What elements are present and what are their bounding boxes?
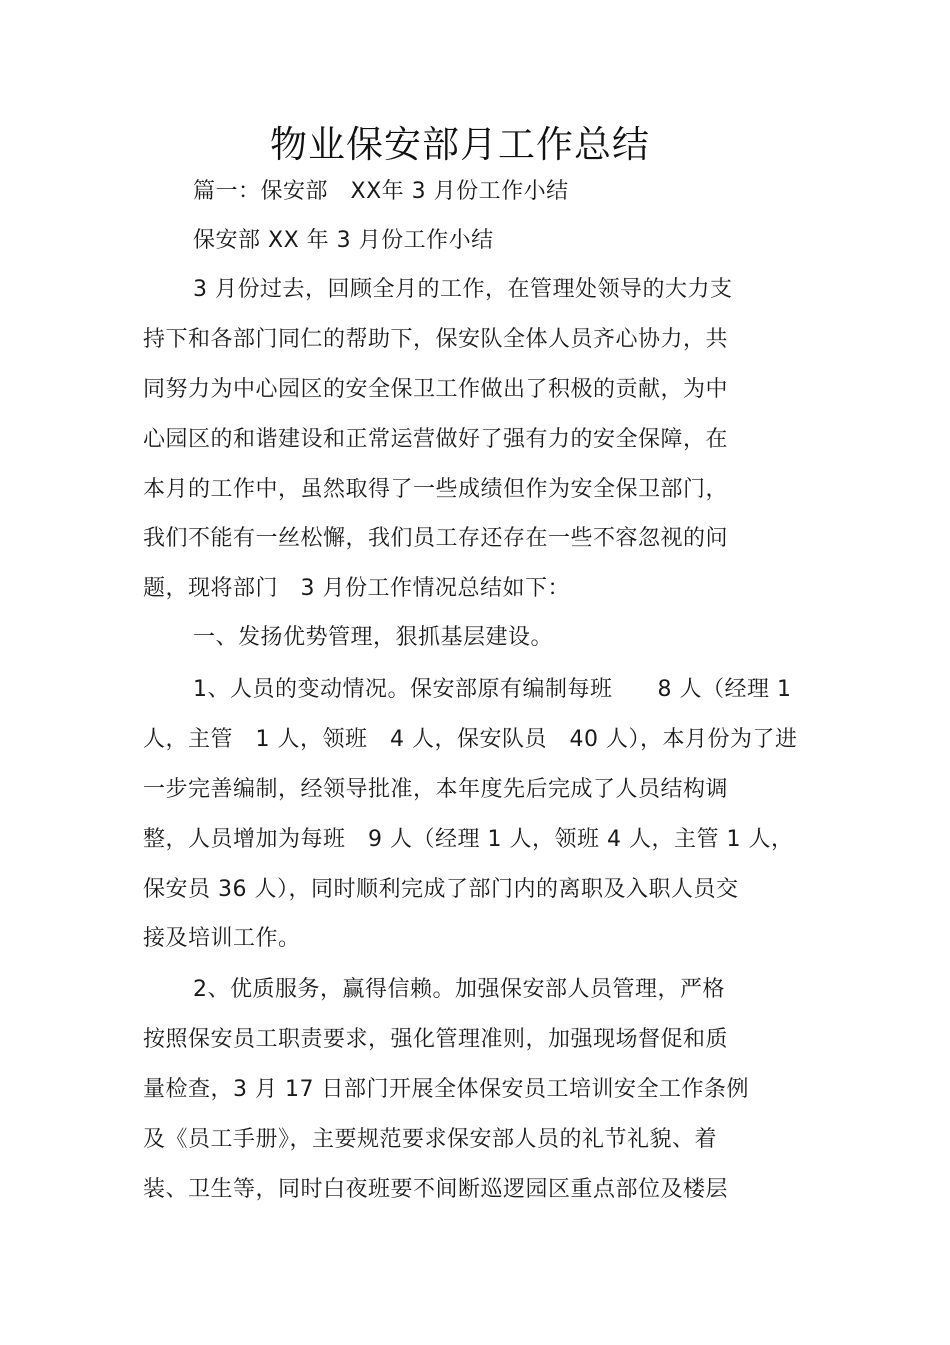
paragraph-line: 同努力为中心园区的安全保卫工作做出了积极的贡献，为中 [143, 377, 729, 402]
paragraph-line: 我们不能有一丝松懈，我们员工存还存在一些不容忽视的问 [143, 526, 729, 551]
paragraph-line: 题，现将部门 3 月份工作情况总结如下： [143, 576, 570, 601]
paragraph-line: 整，人员增加为每班 9 人（经理 1 人，领班 4 人，主管 1 人， [143, 827, 794, 852]
paragraph-line: 按照保安员工职责要求，强化管理准则，加强现场督促和质 [143, 1027, 729, 1052]
paragraph-line: 2、优质服务，赢得信赖。加强保安部人员管理，严格 [193, 977, 725, 1002]
paragraph-line: 保安员 36 人），同时顺利完成了部门内的离职及入职人员交 [143, 877, 739, 902]
paragraph-line: 及《员工手册》，主要规范要求保安部人员的礼节礼貌、着 [143, 1127, 718, 1152]
paragraph-line: 心园区的和谐建设和正常运营做好了强有力的安全保障，在 [143, 427, 729, 452]
document-title: 物业保安部月工作总结 [270, 123, 650, 166]
section-subtitle: 保安部 XX 年 3 月份工作小结 [193, 228, 494, 253]
paragraph-line: 3 月份过去，回顾全月的工作，在管理处领导的大力支 [193, 277, 733, 302]
article-heading: 篇一：保安部 XX年 3 月份工作小结 [193, 179, 569, 204]
paragraph-line: 1、人员的变动情况。保安部原有编制每班 8 人（经理 1 [193, 677, 792, 702]
section-heading: 一、发扬优势管理，狠抓基层建设。 [193, 625, 554, 650]
paragraph-line: 持下和各部门同仁的帮助下，保安队全体人员齐心协力，共 [143, 327, 729, 352]
paragraph-line: 人，主管 1 人，领班 4 人，保安队员 40 人），本月份为了进 [143, 727, 798, 752]
paragraph-line: 本月的工作中，虽然取得了一些成绩但作为安全保卫部门， [143, 477, 729, 502]
paragraph-line: 装、卫生等，同时白夜班要不间断巡逻园区重点部位及楼层 [143, 1177, 729, 1202]
paragraph-line: 量检查，3 月 17 日部门开展全体保安员工培训安全工作条例 [143, 1077, 749, 1102]
paragraph-line: 接及培训工作。 [143, 926, 301, 951]
paragraph-line: 一步完善编制，经领导批准，本年度先后完成了人员结构调 [143, 777, 729, 802]
